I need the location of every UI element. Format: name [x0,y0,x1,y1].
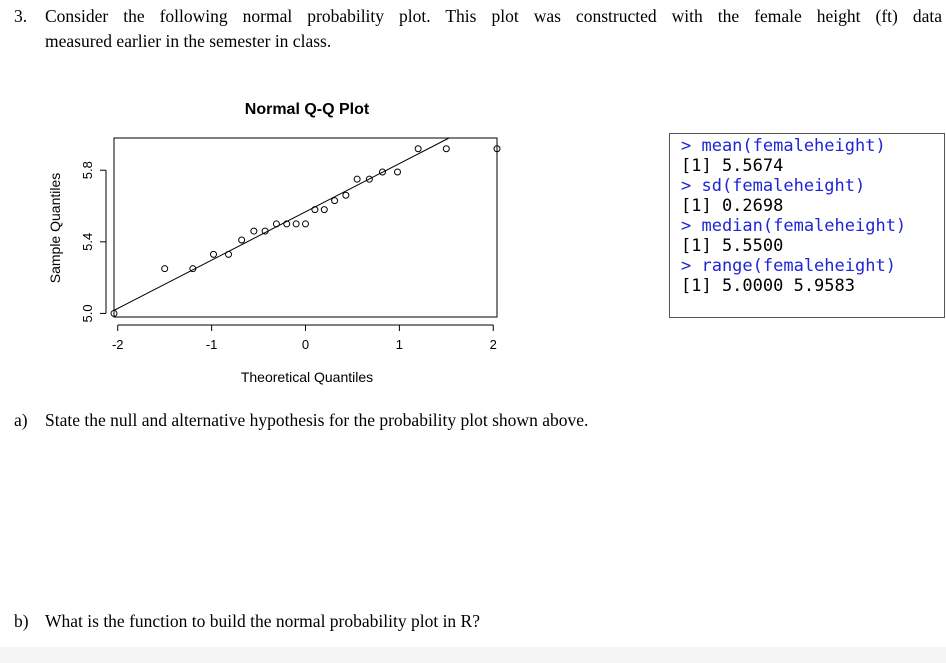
data-point [321,207,327,213]
y-axis [80,161,106,322]
qq-reference-line [114,138,449,310]
part-a-text: State the null and alternative hypothesis for the probability plot shown above. [45,410,589,430]
r-console-output [669,133,945,318]
y-axis-label: Sample Quantiles [47,172,63,284]
question-text-line-2: measured earlier in the semester in class. [45,31,332,51]
points-group [111,146,500,317]
footer-bar [0,647,946,663]
r-command-line: > mean(femaleheight) [681,136,886,156]
x-axis [112,325,497,352]
data-point [332,198,338,204]
data-point [293,221,299,227]
r-command-line: > median(femaleheight) [681,216,907,236]
chart-title: Normal Q-Q Plot [244,101,370,118]
data-point [415,146,421,152]
y-tick-label: 5.4 [80,232,95,251]
r-command-line: > sd(femaleheight) [681,176,866,196]
question-number: 3. [14,6,28,26]
plot-frame [114,138,497,317]
data-point [251,228,257,234]
x-tick-label: 0 [301,337,310,352]
x-axis-label: Theoretical Quantiles [240,369,374,385]
data-point [303,221,309,227]
y-tick-label: 5.0 [80,304,95,323]
data-point [273,221,279,227]
r-output-line: [1] 5.5674 [681,156,784,176]
x-tick-label: 2 [489,337,497,352]
data-point [162,266,168,272]
r-command-line: > range(femaleheight) [681,256,896,276]
part-a [14,410,588,431]
part-b [14,611,480,632]
r-output-line: [1] 5.5500 [681,236,784,256]
part-b-label: b) [14,611,29,631]
part-b-text: What is the function to build the normal probability plot in R? [45,611,480,631]
x-tick-label: -1 [205,337,218,352]
r-output-line: [1] 0.2698 [681,196,784,216]
qq-plot-svg [40,88,510,388]
data-point [354,176,360,182]
data-point [211,251,217,257]
question-text-line-1: Consider the following normal probability plot. This plot was constructed with the female height (ft) data [45,6,942,26]
r-output-line: [1] 5.0000 5.9583 [681,276,855,296]
data-point [239,237,245,243]
reference-line-group [114,138,449,310]
qq-plot [40,88,510,393]
y-tick-label: 5.8 [80,161,95,180]
data-point [394,169,400,175]
data-point [226,251,232,257]
part-a-label: a) [14,410,28,430]
x-tick-label: 1 [395,337,403,352]
data-point [343,192,349,198]
data-point [443,146,449,152]
x-tick-label: -2 [111,337,124,352]
